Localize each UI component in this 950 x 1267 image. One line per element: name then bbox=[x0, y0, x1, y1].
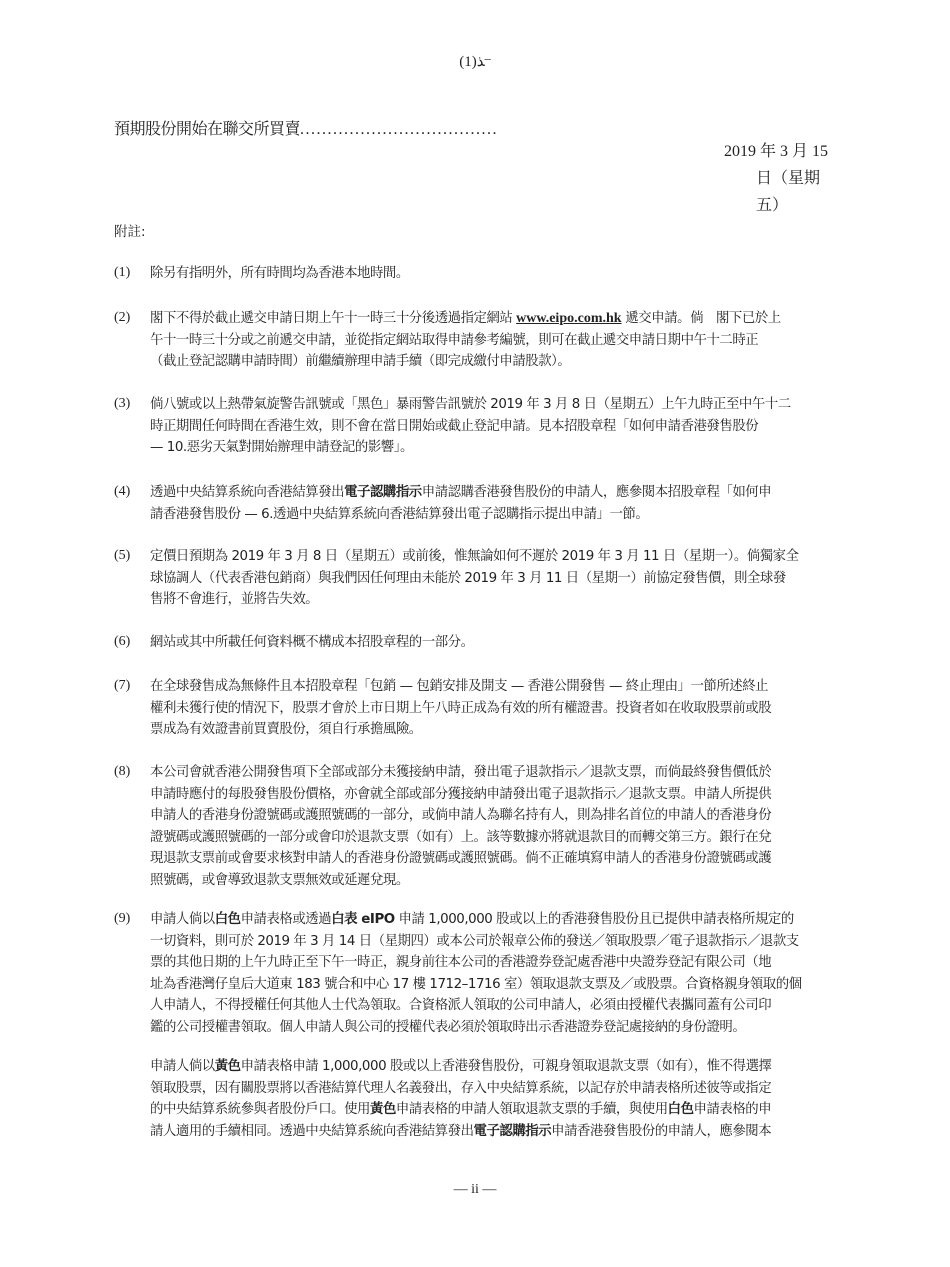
note-body bbox=[150, 308, 844, 373]
text-segment: 照號碼，或會導致退款支票無效或延遲兌現。 bbox=[150, 872, 409, 888]
note-line bbox=[150, 995, 844, 1017]
text-segment: 址為香港灣仔皇后大道東 183 號合和中心 17 樓 1712–1716 室）領取退款支票及／或股票。合資格親身領取的個 bbox=[150, 976, 802, 992]
note-line bbox=[150, 482, 844, 504]
date-line-1: 2019 年 3 月 15 bbox=[724, 143, 829, 160]
note-number: (4) bbox=[114, 484, 131, 499]
note-line bbox=[150, 1078, 844, 1100]
text-segment: 申請時應付的每股發售股份價格，亦會就全部或部分獲接納申請發出電子退款指示／退款支票。申請人所提供 bbox=[150, 786, 772, 802]
note-number: (1) bbox=[114, 265, 131, 280]
note-line bbox=[150, 848, 844, 870]
text-segment: 申請 1,000,000 股或以上的香港發售股份且已提供申請表格所規定的 bbox=[394, 912, 794, 927]
note-item bbox=[114, 676, 844, 741]
note-line bbox=[150, 952, 844, 974]
text-segment: 遞交申請。倘 閣下已於上 bbox=[621, 311, 781, 326]
note-line bbox=[150, 263, 844, 285]
text-segment: 售將不會進行，並將告失效。 bbox=[150, 592, 319, 607]
note-line bbox=[150, 827, 844, 849]
note-number: (9) bbox=[114, 911, 131, 926]
text-segment: 申請人倘以 bbox=[150, 912, 215, 927]
note-item bbox=[114, 482, 844, 525]
text-segment: 的中央結算系統參與者股份戶口。使用 bbox=[150, 1102, 370, 1117]
note-item bbox=[114, 632, 844, 654]
text-segment: 申請表格或透過 bbox=[240, 912, 332, 927]
text-segment: 時正期間任何時間在香港生效，則不會在當日開始或截止登記申請。見本招股章程「如何申請香港發售股份 bbox=[150, 418, 759, 434]
text-segment: 網站或其中所載任何資料概不構成本招股章程的一部分。 bbox=[150, 635, 474, 650]
note-line bbox=[150, 974, 844, 996]
note-line bbox=[150, 546, 844, 568]
bold-term: 黃色 bbox=[214, 1059, 241, 1074]
note-line bbox=[150, 1099, 844, 1121]
bold-term: 電子認購指示 bbox=[473, 1123, 552, 1139]
note-item bbox=[114, 308, 844, 373]
note-line bbox=[150, 504, 844, 526]
header-text: ذ(1) bbox=[459, 54, 485, 70]
text-segment: （截止登記認購申請時間）前繼續辦理申請手續（即完成繳付申請股款）。 bbox=[150, 354, 571, 369]
note-line bbox=[150, 394, 844, 416]
trading-start-line bbox=[114, 116, 498, 139]
text-segment: 領取股票，因有關股票將以香港結算代理人名義發出，存入中央結算系統，以記存於申請表格所述彼等或指定 bbox=[150, 1080, 772, 1096]
text-segment: 定價日預期為 2019 年 3 月 8 日（星期五）或前後，惟無論如何不遲於 2019 年 3 月 11 日（星期一）。倘獨家全 bbox=[150, 549, 799, 564]
note-item bbox=[114, 546, 844, 611]
text-segment: 透過中央結算系統向香港結算發出 bbox=[150, 485, 345, 500]
note-body bbox=[150, 263, 844, 285]
page-header bbox=[0, 52, 950, 71]
note-item bbox=[114, 263, 844, 285]
website-link[interactable]: www.eipo.com.hk bbox=[516, 311, 622, 326]
text-segment: 請香港發售股份 — 6.透過中央結算系統向香港結算發出電子認購指示提出申請」一節。 bbox=[150, 506, 649, 522]
trading-start-label: 預期股份開始在聯交所買賣 bbox=[114, 119, 301, 138]
note-item bbox=[114, 394, 844, 459]
note-line bbox=[150, 589, 844, 611]
note-line bbox=[150, 784, 844, 806]
note-line bbox=[150, 632, 844, 654]
date-line-2: 日（星期 bbox=[756, 170, 821, 187]
text-segment: 證號碼或護照號碼的一部分或會印於退款支票（如有）上。該等數據亦將就退款目的而轉交第三方。銀行在兌 bbox=[150, 829, 772, 845]
text-segment: 申請認購香港發售股份的申請人，應參閱本招股章程「如何申 bbox=[421, 485, 772, 500]
date-line-3: 五） bbox=[756, 197, 789, 214]
note-line bbox=[150, 437, 844, 459]
bold-term: 電子認購指示 bbox=[344, 485, 422, 500]
note-body bbox=[150, 909, 844, 1038]
note-body bbox=[150, 546, 844, 611]
note-line bbox=[150, 568, 844, 590]
note-number: (6) bbox=[114, 634, 131, 649]
text-segment: 申請表格的申請人領取退款支票的手續，與使用 bbox=[395, 1102, 668, 1117]
notes-label: 附註: bbox=[114, 224, 146, 240]
note-body bbox=[150, 632, 844, 654]
note-line bbox=[150, 1056, 844, 1078]
note-line bbox=[150, 698, 844, 720]
note-body bbox=[150, 762, 844, 891]
note-number: (5) bbox=[114, 548, 131, 563]
note-line bbox=[150, 1017, 844, 1039]
note-number: (3) bbox=[114, 396, 131, 411]
note-number: (8) bbox=[114, 764, 131, 779]
note-line bbox=[150, 762, 844, 784]
note-line bbox=[150, 805, 844, 827]
bold-term: 黃色 bbox=[370, 1102, 396, 1117]
note-line bbox=[150, 330, 844, 352]
text-segment: 本公司會就香港公開發售項下全部或部分未獲接納申請，發出電子退款指示／退款支票，而倘最終發售價低於 bbox=[150, 765, 772, 780]
note-line bbox=[150, 870, 844, 892]
text-segment: 申請人的香港身份證號碼或護照號碼的一部分，或倘申請人為聯名持有人，則為排名首位的申請人的香港身份 bbox=[150, 808, 772, 823]
note-line bbox=[150, 676, 844, 698]
page-number: — ii — bbox=[453, 1182, 497, 1197]
text-segment: 申請人倘以 bbox=[150, 1059, 215, 1074]
text-segment: 午十一時三十分或之前遞交申請，並從指定網站取得申請參考編號，則可在截止遞交申請日期中午十二時正 bbox=[150, 332, 759, 348]
note-body bbox=[150, 676, 844, 741]
bold-term: 白表 eIPO bbox=[331, 912, 395, 927]
text-segment: 一切資料，則可於 2019 年 3 月 14 日（星期四）或本公司於報章公佈的發送／領取股票／電子退款指示／退款支 bbox=[150, 933, 799, 949]
text-segment: 閣下不得於截止遞交申請日期上午十一時三十分後透過指定網站 bbox=[150, 311, 517, 326]
text-segment: 鑑的公司授權書領取。個人申請人與公司的授權代表必須於領取時出示香港證券登記處接納的身份證明。 bbox=[150, 1019, 746, 1035]
text-segment: 票的其他日期的上午九時正至下午一時正，親身前往本公司的香港證券登記處香港中央證券登記有限公司（地 bbox=[150, 955, 772, 970]
note-body bbox=[150, 1056, 844, 1142]
note-line bbox=[150, 909, 844, 931]
note-body bbox=[150, 482, 844, 525]
note-line bbox=[150, 351, 844, 373]
text-segment: 請人適用的手續相同。透過中央結算系統向香港結算發出 bbox=[150, 1123, 474, 1139]
text-segment: 倘八號或以上熱帶氣旋警告訊號或「黑色」暴雨警告訊號於 2019 年 3 月 8 日（星期五）上午九時正至中午十二 bbox=[150, 397, 791, 412]
note-line bbox=[150, 931, 844, 953]
text-segment: 除另有指明外，所有時間均為香港本地時間。 bbox=[150, 266, 409, 281]
text-segment: 票成為有效證書前買賣股份，須自行承擔風險。 bbox=[150, 722, 422, 737]
text-segment: 人申請人，不得授權任何其他人士代為領取。合資格派人領取的公司申請人，必須由授權代表攜同蓋有公司印 bbox=[150, 998, 772, 1013]
bold-term: 白色 bbox=[214, 912, 241, 927]
text-segment: — 10.惡劣天氣對開始辦理申請登記的影響」。 bbox=[150, 440, 413, 455]
note-number: (2) bbox=[114, 310, 131, 325]
note-item bbox=[114, 909, 844, 1038]
note-line bbox=[150, 308, 844, 330]
text-segment: 在全球發售成為無條件且本招股章程「包銷 — 包銷安排及開支 — 香港公開發售 — 終止理由」一節所述終止 bbox=[150, 679, 769, 694]
text-segment: 申請香港發售股份的申請人，應參閱本 bbox=[551, 1123, 772, 1139]
text-segment: 現退款支票前或會要求核對申請人的香港身份證號碼或護照號碼。倘不正確填寫申請人的香港身份證號碼或護 bbox=[150, 851, 772, 866]
note-line bbox=[150, 1121, 844, 1143]
header-mark: ـــ bbox=[484, 54, 491, 62]
note-line bbox=[150, 719, 844, 741]
note-item bbox=[114, 1056, 844, 1142]
bold-term: 白色 bbox=[667, 1102, 694, 1117]
note-number: (7) bbox=[114, 678, 131, 693]
note-body bbox=[150, 394, 844, 459]
note-item bbox=[114, 762, 844, 891]
note-line bbox=[150, 416, 844, 438]
text-segment: 申請表格的申 bbox=[693, 1102, 772, 1117]
text-segment: 權利未獲行使的情況下，股票才會於上市日期上午八時正成為有效的所有權證書。投資者如在收取股票前或股 bbox=[150, 700, 772, 716]
dot-leader: .................................... bbox=[300, 121, 499, 138]
text-segment: 申請表格申請 1,000,000 股或以上香港發售股份，可親身領取退款支票（如有），惟不得選擇 bbox=[240, 1059, 772, 1074]
text-segment: 球協調人（代表香港包銷商）與我們因任何理由未能於 2019 年 3 月 11 日（星期一）前協定發售價，則全球發 bbox=[150, 570, 786, 586]
